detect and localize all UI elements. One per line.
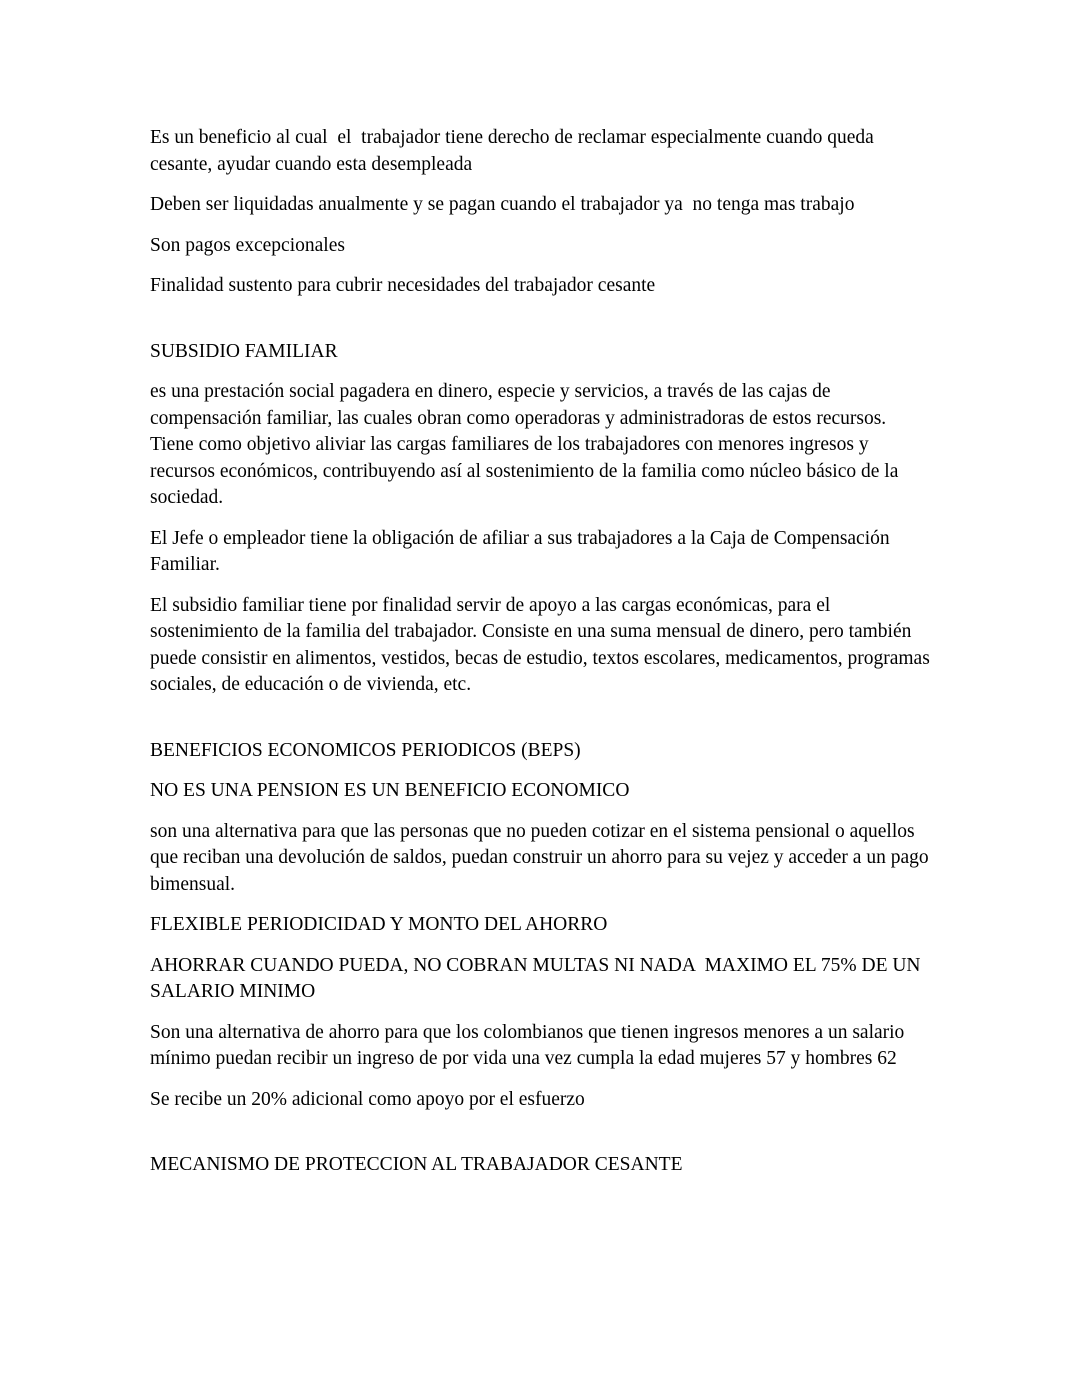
paragraph-flexible: FLEXIBLE PERIODICIDAD Y MONTO DEL AHORRO xyxy=(150,914,608,935)
paragraph-exceptional-payments: Son pagos excepcionales xyxy=(150,234,345,256)
heading-mecanismo-proteccion: MECANISMO DE PROTECCION AL TRABAJADOR CESANTE xyxy=(150,1154,683,1175)
heading-subsidio-familiar: SUBSIDIO FAMILIAR xyxy=(150,340,338,362)
heading-beps: BENEFICIOS ECONOMICOS PERIODICOS (BEPS) xyxy=(150,739,581,761)
paragraph-cesantias-definition: Es un beneficio al cual el trabajador tiene derecho de reclamar especialmente cuando queda cesante, ayudar cuando esta desempleada xyxy=(150,127,879,175)
paragraph-subsidio-definition: es una prestación social pagadera en dinero, especie y servicios, a través de las cajas de compensación familiar, las cuales obran como operadoras y administradoras de estos recursos. Tiene como objetivo aliviar las cargas familiares de los trabajadores con menores ingresos y recursos económicos, contribuyendo así al sostenimiento de la familia como núcleo básico de la sociedad. xyxy=(150,381,899,508)
document-page xyxy=(150,125,930,1193)
paragraph-not-pension: NO ES UNA PENSION ES UN BENEFICIO ECONOMICO xyxy=(150,780,630,801)
paragraph-subsidio-purpose: El subsidio familiar tiene por finalidad servir de apoyo a las cargas económicas, para el sostenimiento de la familia del trabajador. Consiste en una suma mensual de dinero, pero también puede consistir en alimentos, vestidos, becas de estudio, textos escolares, medicamentos, programas sociales, de educación o de vivienda, etc. xyxy=(150,594,930,695)
paragraph-purpose: Finalidad sustento para cubrir necesidades del trabajador cesante xyxy=(150,275,656,296)
paragraph-beps-definition: son una alternativa para que las personas que no pueden cotizar en el sistema pensional o aquellos que reciban una devolución de saldos, puedan construir un ahorro para su vejez y acceder a un pago bimensual. xyxy=(150,820,929,895)
paragraph-beps-alternative: Son una alternativa de ahorro para que los colombianos que tienen ingresos menores a un salario mínimo puedan recibir un ingreso de por vida una vez cumpla la edad mujeres 57 y hombres 62 xyxy=(150,1021,905,1069)
paragraph-employer-obligation: El Jefe o empleador tiene la obligación de afiliar a sus trabajadores a la Caja de Compensación Familiar. xyxy=(150,527,890,575)
paragraph-20-percent: Se recibe un 20% adicional como apoyo por el esfuerzo xyxy=(150,1088,585,1110)
paragraph-ahorrar: AHORRAR CUANDO PUEDA, NO COBRAN MULTAS NI NADA MAXIMO EL 75% DE UN SALARIO MINIMO xyxy=(150,954,926,1002)
paragraph-liquidation: Deben ser liquidadas anualmente y se pagan cuando el trabajador ya no tenga mas trabajo xyxy=(150,194,855,215)
